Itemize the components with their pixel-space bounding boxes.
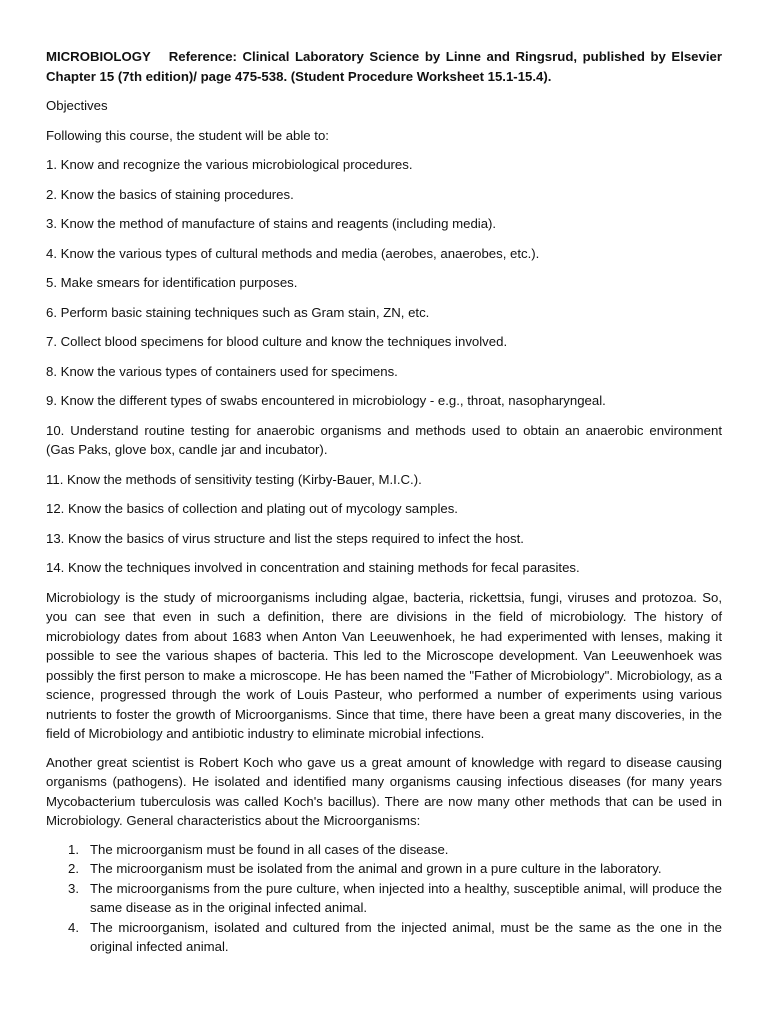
list-text: The microorganism must be isolated from the animal and grown in a pure culture in the laboratory. xyxy=(90,861,662,876)
list-item xyxy=(46,859,722,879)
objective-item: 2. Know the basics of staining procedures. xyxy=(46,186,294,202)
list-text: The microorganisms from the pure culture, when injected into a healthy, susceptible animal, will produce the same disease as in the original infected animal. xyxy=(90,880,722,915)
objective-item: 7. Collect blood specimens for blood culture and know the techniques involved. xyxy=(46,334,508,349)
objective-item: 6. Perform basic staining techniques such as Gram stain, ZN, etc. xyxy=(46,304,430,320)
objective-item: 9. Know the different types of swabs encountered in microbiology - e.g., throat, nasopharyngeal. xyxy=(46,393,606,408)
objective-item: 8. Know the various types of containers used for specimens. xyxy=(46,363,398,379)
objective-item: 14. Know the techniques involved in concentration and staining methods for fecal parasites. xyxy=(46,560,580,575)
document-header xyxy=(46,47,722,86)
list-text: The microorganism, isolated and cultured from the injected animal, must be the same as the one in the original infected animal. xyxy=(90,919,722,954)
objective-item: 5. Make smears for identification purposes. xyxy=(46,275,298,290)
reference-text: Reference: Clinical Laboratory Science by Linne and Ringsrud, published by Elsevier Chapter 15 (7th edition)/ page 475-538. (Student Procedure Worksheet 15.1-15.4). xyxy=(46,49,722,84)
list-number: 3. xyxy=(68,880,79,896)
history-paragraph: Microbiology is the study of microorganisms including algae, bacteria, rickettsia, fungi, viruses and protozoa. So, you can see that even in such a definition, there are divisions in the field of microbiology. The history of microbiology dates from about 1683 when Anton Van Leeuwenhoek, he had experimented with lenses, making it possible to see the various shapes of bacteria. This led to the Microscope development. Van Leeuwenhoek was possibly the first person to make a microscope. He has been named the "Father of Microbiology". Microbiology, as a science, progressed through the work of Louis Pasteur, who performed a number of experiments using various nutrients to foster the growth of Microorganisms. Since that time, there have been a great many discoveries, in the field of Microbiology and antibiotic industry to eliminate microbial infections. xyxy=(46,589,722,741)
subject-title: MICROBIOLOGY xyxy=(46,49,151,64)
objective-item: 13. Know the basics of virus structure and list the steps required to infect the host. xyxy=(46,530,524,546)
list-item xyxy=(46,879,722,918)
objective-item: 11. Know the methods of sensitivity testing (Kirby-Bauer, M.I.C.). xyxy=(46,471,422,487)
list-number: 2. xyxy=(68,861,79,876)
list-text: The microorganism must be found in all cases of the disease. xyxy=(90,841,449,857)
objective-item: 12. Know the basics of collection and plating out of mycology samples. xyxy=(46,501,458,516)
objectives-intro: Following this course, the student will be able to: xyxy=(46,127,329,143)
objective-item: 10. Understand routine testing for anaerobic organisms and methods used to obtain an anaerobic environment (Gas Paks, glove box, candle jar and incubator). xyxy=(46,422,722,457)
postulates-list xyxy=(46,840,722,957)
objectives-heading: Objectives xyxy=(46,98,108,113)
objective-item: 1. Know and recognize the various microbiological procedures. xyxy=(46,157,413,172)
list-item xyxy=(46,918,722,957)
list-item xyxy=(46,840,722,860)
koch-paragraph: Another great scientist is Robert Koch who gave us a great amount of knowledge with regard to disease causing organisms (pathogens). He isolated and identified many organisms causing infectious diseases (for many years Mycobacterium tuberculosis was called Koch's bacillus). There are now many other methods that can be used in Microbiology. General characteristics about the Microorganisms: xyxy=(46,754,722,828)
objective-item: 4. Know the various types of cultural methods and media (aerobes, anaerobes, etc.). xyxy=(46,245,540,261)
list-number: 1. xyxy=(68,841,79,857)
document-page xyxy=(46,47,722,957)
objective-item: 3. Know the method of manufacture of stains and reagents (including media). xyxy=(46,216,497,231)
list-number: 4. xyxy=(68,919,79,935)
